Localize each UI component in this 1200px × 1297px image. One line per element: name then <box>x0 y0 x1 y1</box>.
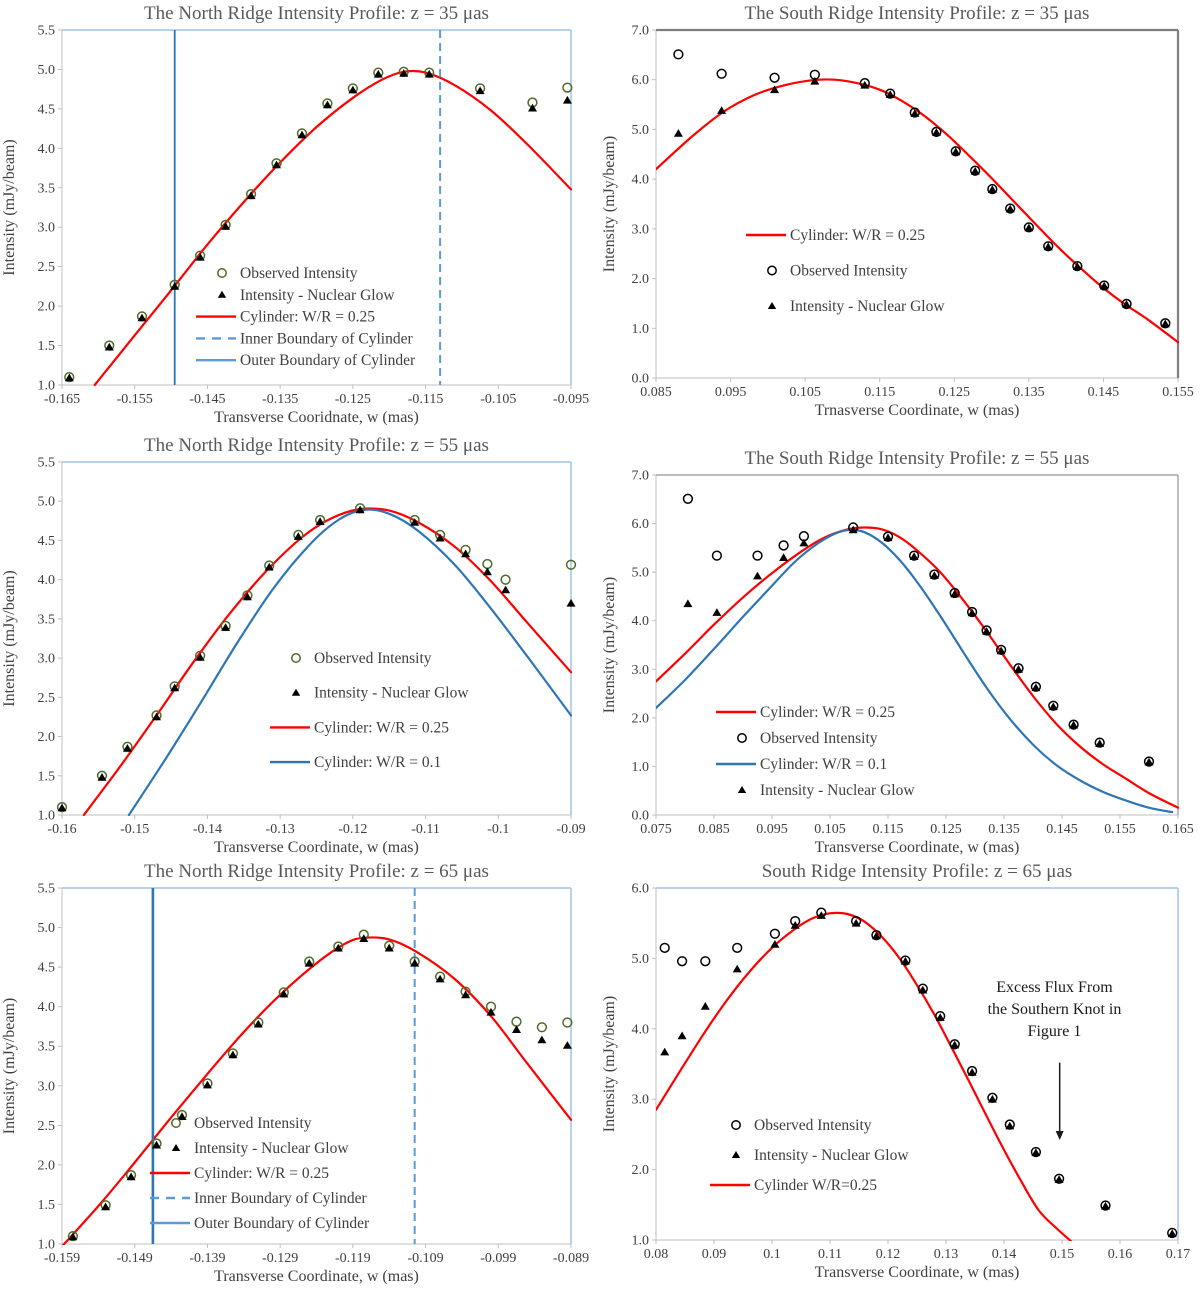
x-tick-label: 0.135 <box>988 822 1020 837</box>
nuclear-glow-point <box>123 744 132 752</box>
annotation-text: Excess Flux From <box>996 979 1113 997</box>
legend-triangle-marker <box>292 689 300 696</box>
annotation-text: Figure 1 <box>1027 1022 1082 1040</box>
x-axis-title: Transverse Cooridnate, w (mas) <box>214 409 419 426</box>
y-tick-label: 2.0 <box>631 711 649 727</box>
nuclear-glow-point <box>537 1036 546 1044</box>
chart-title: The North Ridge Intensity Profile: z = 35 μas <box>144 3 489 24</box>
nuclear-glow-point <box>936 1013 945 1021</box>
y-tick-label: 4.0 <box>631 1022 649 1038</box>
y-tick-label: 1.0 <box>631 321 649 337</box>
y-tick-label: 1.5 <box>37 769 55 785</box>
chart-canvas-north-ridge-z35 <box>0 0 600 430</box>
y-tick-label: 2.5 <box>37 260 55 276</box>
legend-triangle-marker <box>738 786 746 793</box>
chart-south-ridge-z35 <box>600 0 1200 430</box>
observed-point <box>501 575 510 584</box>
legend <box>710 1117 909 1194</box>
nuclear-glow-point <box>247 191 256 199</box>
x-axis-title: Trnasverse Coordinate, w (mas) <box>814 402 1020 419</box>
nuclear-glow-point <box>567 599 576 607</box>
legend-circle-marker <box>768 266 776 274</box>
y-tick-label: 2.0 <box>631 1163 649 1179</box>
y-axis-title: Intensity (mJy/beam) <box>1 570 18 707</box>
nuclear-glow-point <box>512 1025 521 1033</box>
nuclear-glow-point <box>1005 1122 1014 1130</box>
nuclear-glow-point <box>178 1112 187 1120</box>
x-tick-label: 0.095 <box>714 385 747 400</box>
legend-label: Observed Intensity <box>314 650 432 667</box>
legend-label: Observed Intensity <box>760 730 878 747</box>
y-tick-label: 1.0 <box>37 378 55 394</box>
x-tick-label: -0.125 <box>334 392 371 407</box>
y-tick-label: 2.0 <box>37 299 55 315</box>
legend-label: Cylinder: W/R = 0.25 <box>194 1165 330 1182</box>
nuclear-glow-point <box>127 1173 136 1181</box>
model-curve <box>656 530 1172 812</box>
chart-title: The South Ridge Intensity Profile: z = 55 μas <box>744 448 1090 469</box>
x-tick-label: 0.105 <box>814 822 846 837</box>
nuclear-glow-point <box>105 343 114 351</box>
legend-label: Intensity - Nuclear Glow <box>240 286 395 304</box>
x-axis-title: Transverse Coordinate, w (mas) <box>214 839 419 856</box>
legend-label: Intensity - Nuclear Glow <box>760 782 915 799</box>
observed-point <box>771 929 780 938</box>
x-axis-title: Transverse Coordinate, w (mas) <box>814 1264 1020 1281</box>
y-tick-label: 1.5 <box>37 339 55 355</box>
x-tick-label: -0.15 <box>120 822 150 837</box>
chart-title: The North Ridge Intensity Profile: z = 65 μas <box>144 861 489 882</box>
x-tick-label: -0.119 <box>335 1251 371 1266</box>
y-tick-label: 3.0 <box>631 222 649 238</box>
observed-point <box>538 1023 547 1032</box>
x-tick-label: 0.095 <box>756 822 788 837</box>
x-tick-label: -0.1 <box>487 822 510 837</box>
y-tick-label: 3.0 <box>631 662 649 678</box>
y-axis-title: Intensity (mJy/beam) <box>1 139 18 276</box>
y-tick-label: 5.0 <box>631 951 649 967</box>
y-tick-label: 5.0 <box>631 122 649 138</box>
annotation-text: the Southern Knot in <box>987 1001 1122 1019</box>
legend <box>716 704 915 799</box>
nuclear-glow-point <box>733 965 742 973</box>
legend-label: Inner Boundary of Cylinder <box>194 1190 367 1207</box>
chart-south-ridge-z65 <box>600 860 1200 1292</box>
y-tick-label: 4.0 <box>37 573 55 589</box>
x-tick-label: -0.099 <box>480 1251 517 1266</box>
y-tick-label: 4.5 <box>37 102 55 118</box>
y-tick-label: 5.0 <box>37 921 55 937</box>
x-tick-label: -0.109 <box>407 1251 444 1266</box>
legend-triangle-marker <box>732 1151 740 1158</box>
y-tick-label: 4.0 <box>37 141 55 157</box>
observed-point <box>483 560 492 569</box>
legend-label: Cylinder: W/R = 0.25 <box>240 308 376 326</box>
y-tick-label: 3.5 <box>37 181 55 197</box>
nuclear-glow-point <box>683 599 692 607</box>
y-tick-label: 4.0 <box>631 614 649 630</box>
chart-canvas-north-ridge-z55 <box>0 430 600 860</box>
nuclear-glow-point <box>678 1032 687 1040</box>
x-tick-label: 0.155 <box>1162 385 1194 400</box>
y-tick-label: 5.5 <box>37 881 55 897</box>
y-tick-label: 7.0 <box>631 23 649 39</box>
observed-point <box>717 69 726 78</box>
y-tick-label: 4.0 <box>37 1000 55 1016</box>
legend-triangle-marker <box>218 291 226 298</box>
nuclear-glow-point <box>152 713 161 721</box>
x-tick-label: 0.17 <box>1165 1247 1191 1262</box>
observed-point <box>713 551 722 560</box>
x-tick-label: 0.12 <box>875 1247 901 1262</box>
observed-point <box>701 957 710 966</box>
x-tick-label: 0.085 <box>640 385 672 400</box>
legend-label: Cylinder: W/R = 0.1 <box>760 756 888 773</box>
nuclear-glow-point <box>779 553 788 561</box>
x-tick-label: 0.125 <box>938 385 971 400</box>
x-tick-label: 0.1 <box>763 1247 781 1262</box>
x-tick-label: 0.115 <box>864 385 896 400</box>
observed-point <box>512 1017 521 1026</box>
y-tick-label: 5.5 <box>37 23 55 39</box>
observed-point <box>779 541 788 550</box>
x-tick-label: -0.115 <box>407 392 444 407</box>
y-tick-label: 2.0 <box>37 730 55 746</box>
legend-label: Intensity - Nuclear Glow <box>790 298 945 315</box>
x-tick-label: -0.09 <box>556 822 586 837</box>
chart-north-ridge-z35 <box>0 0 600 430</box>
x-tick-label: 0.15 <box>1049 1247 1075 1262</box>
x-axis-title: Transverse Coordinate, w (mas) <box>214 1268 419 1285</box>
chart-south-ridge-z55 <box>600 430 1200 860</box>
observed-point <box>733 943 742 952</box>
chart-canvas-south-ridge-z35 <box>600 0 1200 430</box>
observed-point <box>674 50 683 59</box>
y-tick-label: 5.0 <box>631 565 649 581</box>
x-tick-label: -0.165 <box>43 392 81 407</box>
legend-circle-marker <box>172 1119 180 1127</box>
legend-label: Observed Intensity <box>754 1117 872 1134</box>
x-tick-label: 0.165 <box>1162 822 1194 837</box>
y-axis-title: Intensity (mJy/beam) <box>601 135 618 273</box>
legend-label: Observed Intensity <box>790 262 908 280</box>
chart-title: The North Ridge Intensity Profile: z = 55 μas <box>144 435 489 456</box>
nuclear-glow-point <box>988 1095 997 1103</box>
legend-circle-marker <box>218 269 226 277</box>
y-tick-label: 3.0 <box>631 1092 649 1108</box>
x-tick-label: 0.11 <box>818 1247 842 1262</box>
y-tick-label: 5.5 <box>37 455 55 471</box>
nuclear-glow-point <box>348 86 357 94</box>
x-tick-label: 0.09 <box>701 1247 727 1262</box>
legend-label: Intensity - Nuclear Glow <box>754 1147 909 1164</box>
y-tick-label: 6.0 <box>631 73 649 89</box>
nuclear-glow-point <box>712 608 721 616</box>
x-tick-label: -0.149 <box>116 1251 153 1266</box>
observed-point <box>753 551 762 560</box>
x-axis-title: Transverse Coordinate, w (mas) <box>814 839 1020 856</box>
y-tick-label: 5.0 <box>37 494 55 510</box>
x-tick-label: -0.145 <box>189 392 226 407</box>
x-tick-label: -0.129 <box>262 1251 299 1266</box>
y-tick-label: 3.5 <box>37 1039 55 1055</box>
legend-triangle-marker <box>172 1144 180 1151</box>
nuclear-glow-point <box>374 70 383 78</box>
chart-north-ridge-z55 <box>0 430 600 860</box>
x-tick-label: 0.155 <box>1104 822 1136 837</box>
legend-label: Intensity - Nuclear Glow <box>194 1140 349 1157</box>
nuclear-glow-point <box>674 129 683 137</box>
observed-point <box>660 943 669 952</box>
y-tick-label: 4.5 <box>37 533 55 549</box>
x-tick-label: 0.145 <box>1087 385 1120 400</box>
legend-label: Outer Boundary of Cylinder <box>240 352 416 370</box>
x-tick-label: -0.139 <box>189 1251 226 1266</box>
nuclear-glow-point <box>305 959 314 967</box>
x-tick-label: 0.16 <box>1107 1247 1133 1262</box>
legend <box>746 227 945 315</box>
observed-point <box>684 494 693 503</box>
nuclear-glow-point <box>323 101 332 109</box>
nuclear-glow-point <box>138 314 147 322</box>
observed-point <box>770 73 779 82</box>
y-axis-title: Intensity (mJy/beam) <box>1 997 18 1135</box>
nuclear-glow-point <box>101 1203 110 1211</box>
y-tick-label: 0.0 <box>631 808 649 824</box>
y-tick-label: 3.5 <box>37 612 55 628</box>
x-tick-label: 0.075 <box>640 822 672 837</box>
nuclear-glow-point <box>294 532 303 540</box>
y-tick-label: 1.0 <box>631 759 649 775</box>
y-tick-label: 5.0 <box>37 62 55 78</box>
legend-label: Cylinder: W/R = 0.25 <box>314 719 450 737</box>
nuclear-glow-point <box>228 1051 237 1059</box>
y-tick-label: 2.0 <box>37 1158 55 1174</box>
legend-label: Cylinder: W/R = 0.25 <box>760 704 896 721</box>
y-tick-label: 2.5 <box>37 1118 55 1134</box>
y-tick-label: 1.0 <box>631 1233 649 1249</box>
model-curve <box>656 528 1178 808</box>
y-tick-label: 3.0 <box>37 1079 55 1095</box>
legend-circle-marker <box>732 1121 740 1129</box>
y-tick-label: 1.0 <box>37 808 55 824</box>
y-axis-title: Intensity (mJy/beam) <box>601 576 618 714</box>
y-tick-label: 4.0 <box>631 172 649 188</box>
x-tick-label: -0.105 <box>480 392 517 407</box>
legend <box>150 1115 370 1232</box>
nuclear-glow-point <box>501 586 510 594</box>
chart-canvas-south-ridge-z55 <box>600 430 1200 860</box>
legend-circle-marker <box>292 654 300 662</box>
legend <box>196 265 416 369</box>
y-tick-label: 0.0 <box>631 371 649 387</box>
legend-label: Cylinder: W/R = 0.1 <box>314 754 442 772</box>
nuclear-glow-point <box>753 572 762 580</box>
y-tick-label: 3.0 <box>37 651 55 667</box>
x-tick-label: -0.095 <box>552 392 590 407</box>
annotation-arrowhead <box>1056 1131 1064 1140</box>
y-tick-label: 1.0 <box>37 1237 55 1253</box>
nuclear-glow-point <box>316 517 325 525</box>
nuclear-glow-point <box>410 959 419 967</box>
nuclear-glow-point <box>98 773 107 781</box>
y-tick-label: 1.5 <box>37 1197 55 1213</box>
y-tick-label: 6.0 <box>631 517 649 533</box>
nuclear-glow-point <box>298 131 307 139</box>
x-tick-label: 0.08 <box>643 1247 669 1262</box>
y-tick-label: 4.5 <box>37 960 55 976</box>
x-tick-label: 0.135 <box>1013 385 1045 400</box>
x-tick-label: -0.16 <box>47 822 77 837</box>
legend-label: Intensity - Nuclear Glow <box>314 684 469 702</box>
y-tick-label: 3.0 <box>37 220 55 236</box>
chart-title: The South Ridge Intensity Profile: z = 35 μas <box>744 3 1090 24</box>
x-tick-label: 0.105 <box>789 385 821 400</box>
chart-title: South Ridge Intensity Profile: z = 65 μas <box>761 861 1073 882</box>
y-axis-title: Intensity (mJy/beam) <box>601 995 618 1133</box>
legend-label: Cylinder W/R=0.25 <box>754 1177 877 1194</box>
chart-canvas-south-ridge-z65 <box>600 860 1200 1292</box>
x-tick-label: 0.145 <box>1046 822 1078 837</box>
x-tick-label: -0.155 <box>116 392 153 407</box>
x-tick-label: -0.11 <box>411 822 440 837</box>
legend-label: Cylinder: W/R = 0.25 <box>790 227 926 244</box>
x-tick-label: -0.12 <box>338 822 368 837</box>
chart-canvas-north-ridge-z65 <box>0 860 600 1292</box>
x-tick-label: 0.14 <box>991 1247 1017 1262</box>
nuclear-glow-point <box>852 919 861 927</box>
x-tick-label: -0.13 <box>265 822 295 837</box>
legend-label: Observed Intensity <box>240 265 358 282</box>
chart-north-ridge-z65 <box>0 860 600 1292</box>
x-tick-label: 0.085 <box>698 822 730 837</box>
x-tick-label: -0.135 <box>262 392 299 407</box>
y-tick-label: 2.5 <box>37 690 55 706</box>
x-tick-label: -0.14 <box>192 822 223 837</box>
legend-label: Inner Boundary of Cylinder <box>240 330 413 348</box>
x-tick-label: 0.125 <box>930 822 962 837</box>
legend-circle-marker <box>738 734 746 742</box>
y-tick-label: 7.0 <box>631 468 649 484</box>
legend <box>270 650 469 771</box>
x-tick-label: 0.13 <box>933 1247 959 1262</box>
legend-label: Outer Boundary of Cylinder <box>194 1215 370 1232</box>
nuclear-glow-point <box>701 1002 710 1010</box>
nuclear-glow-point <box>203 1081 212 1089</box>
y-tick-label: 6.0 <box>631 881 649 897</box>
x-tick-label: -0.089 <box>552 1251 590 1266</box>
x-tick-label: -0.159 <box>43 1251 81 1266</box>
nuclear-glow-point <box>968 1068 977 1076</box>
observed-point <box>678 957 687 966</box>
legend-triangle-marker <box>768 302 776 309</box>
legend-label: Observed Intensity <box>194 1115 312 1132</box>
y-tick-label: 2.0 <box>631 272 649 288</box>
nuclear-glow-point <box>660 1048 669 1056</box>
x-tick-label: 0.115 <box>872 822 904 837</box>
nuclear-glow-point <box>483 568 492 576</box>
